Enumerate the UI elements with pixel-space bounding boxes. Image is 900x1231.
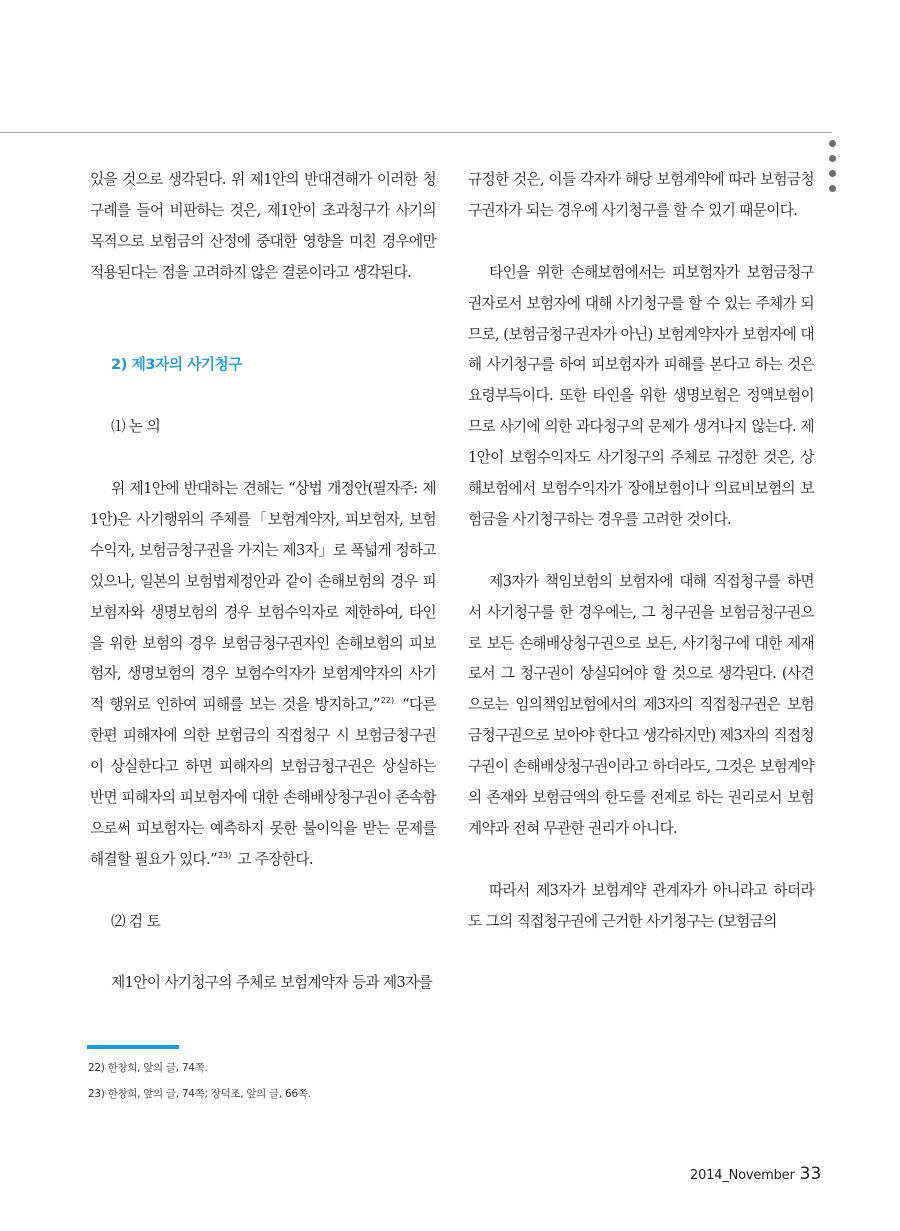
- footnote-22: 22) 한창희, 앞의 글, 74쪽.: [88, 1062, 208, 1074]
- dot-icon: [829, 170, 836, 177]
- dot-icon: [829, 140, 836, 147]
- paragraph: 규정한 것은, 이들 각자가 해당 보험계약에 따라 보험금청구권자가 되는 경우에 사기청구를 할 수 있기 때문이다.: [468, 171, 814, 219]
- footnote-23: 23) 한창희, 앞의 글, 74쪽; 장덕조, 앞의 글, 66쪽.: [88, 1088, 311, 1100]
- paragraph: 따라서 제3자가 보험계약 관계자가 아니라고 하더라도 그의 직접청구권에 근거한 사기청구는 (보험금의: [468, 881, 814, 930]
- paragraph-text: “다른 한편 피해자에 의한 보험금의 직접청구 시 보험금청구권이 상실한다고 하면 피해자의 보험금청구권은 상실하는 반면 피해자의 피보험자에 대한 손해배상청구권이 존속함으로써 피보험자는 예측하지 못한 불이익을 받는 문제를 해결할 필요가 있다.”: [90, 696, 436, 868]
- section-heading: 2) 제3자의 사기청구: [111, 356, 243, 374]
- paragraph: 있을 것으로 생각된다. 위 제1안의 반대견해가 이러한 청구례를 들어 비판하는 것은, 제1안이 초과청구가 사기의 목적으로 보험금의 산정에 중대한 영향을 미친 경우에만 적용된다는 점을 고려하지 않은 결론이라고 생각된다.: [90, 171, 436, 281]
- paragraph: 제1안이 사기청구의 주체로 보험계약자 등과 제3자를: [111, 974, 433, 992]
- paragraph: 타인을 위한 손해보험에서는 피보험자가 보험금청구권자로서 보험자에 대해 사기청구를 할 수 있는 주체가 되므로, (보험금청구권자가 아닌) 보험계약자가 보험자에 대해 사기청구를 하여 피보험자가 피해를 본다고 하는 것은 요령부득이다. 또한 타인을 위한 생명보험은 정액보험이므로 사기에 의한 과다청구의 문제가 생겨나지 않는다. 제1안이 보험수익자도 사기청구의 주체로 규정한 것은, 상해보험에서 보험수익자가 장애보험이나 의료비보험의 보험금을 사기청구하는 경우를 고려한 것이다.: [468, 263, 814, 528]
- page-number: 33: [799, 1164, 822, 1184]
- issue-label: 2014_November: [690, 1168, 795, 1183]
- paragraph: 제3자가 책임보험의 보험자에 대해 직접청구를 하면서 사기청구를 한 경우에는, 그 청구권을 보험금청구권으로 보든 손해배상청구권으로 보든, 사기청구에 대한 제재로서 그 청구권이 상실되어야 할 것으로 생각된다. (사견으로는 임의책임보험에서의 제3자의 직접청구권은 보험금청구권으로 보아야 한다고 생각하지만) 제3자의 직접청구권이 손해배상청구권이라고 하더라도, 그것은 보험계약의 존재와 보험금액의 한도를 전제로 하는 권리로서 보험계약과 전혀 무관한 권리가 아니다.: [468, 572, 814, 837]
- paragraph-text: 위 제1안에 반대하는 견해는 “상법 개정안(필자주: 제1안)은 사기행위의 주체를「보험계약자, 피보험자, 보험수익자, 보험금청구권을 가지는 제3자」로 폭넓게 정하고 있으나, 일본의 보험법제정안과 같이 손해보험의 경우 피보험자와 생명보험의 경우 보험수익자로 제한하여, 타인을 위한 보험의 경우 보험금청구권자인 손해보험의 피보험자, 생명보험의 경우 보험수익자가 보험계약자의 사기적 행위로 인하여 피해를 보는 것을 방지하고,”: [90, 480, 436, 714]
- footnote-ref-23[interactable]: 23): [217, 850, 232, 860]
- paragraph-text: 고 주장한다.: [237, 850, 313, 868]
- dot-icon: [829, 155, 836, 162]
- dot-icon: [829, 185, 836, 192]
- subsection-heading-review: ⑵ 검 토: [111, 912, 161, 930]
- page-footer: [690, 1164, 821, 1184]
- footnotes: [88, 1055, 311, 1107]
- footnote-ref-22[interactable]: 22): [380, 696, 395, 706]
- decorative-dots: [829, 140, 841, 200]
- header-rule: [0, 132, 832, 133]
- subsection-heading-discussion: ⑴ 논 의: [111, 418, 161, 436]
- footnote-rule: [87, 1045, 179, 1049]
- paragraph: [90, 474, 436, 876]
- left-column: [90, 165, 436, 999]
- right-column: [468, 165, 814, 938]
